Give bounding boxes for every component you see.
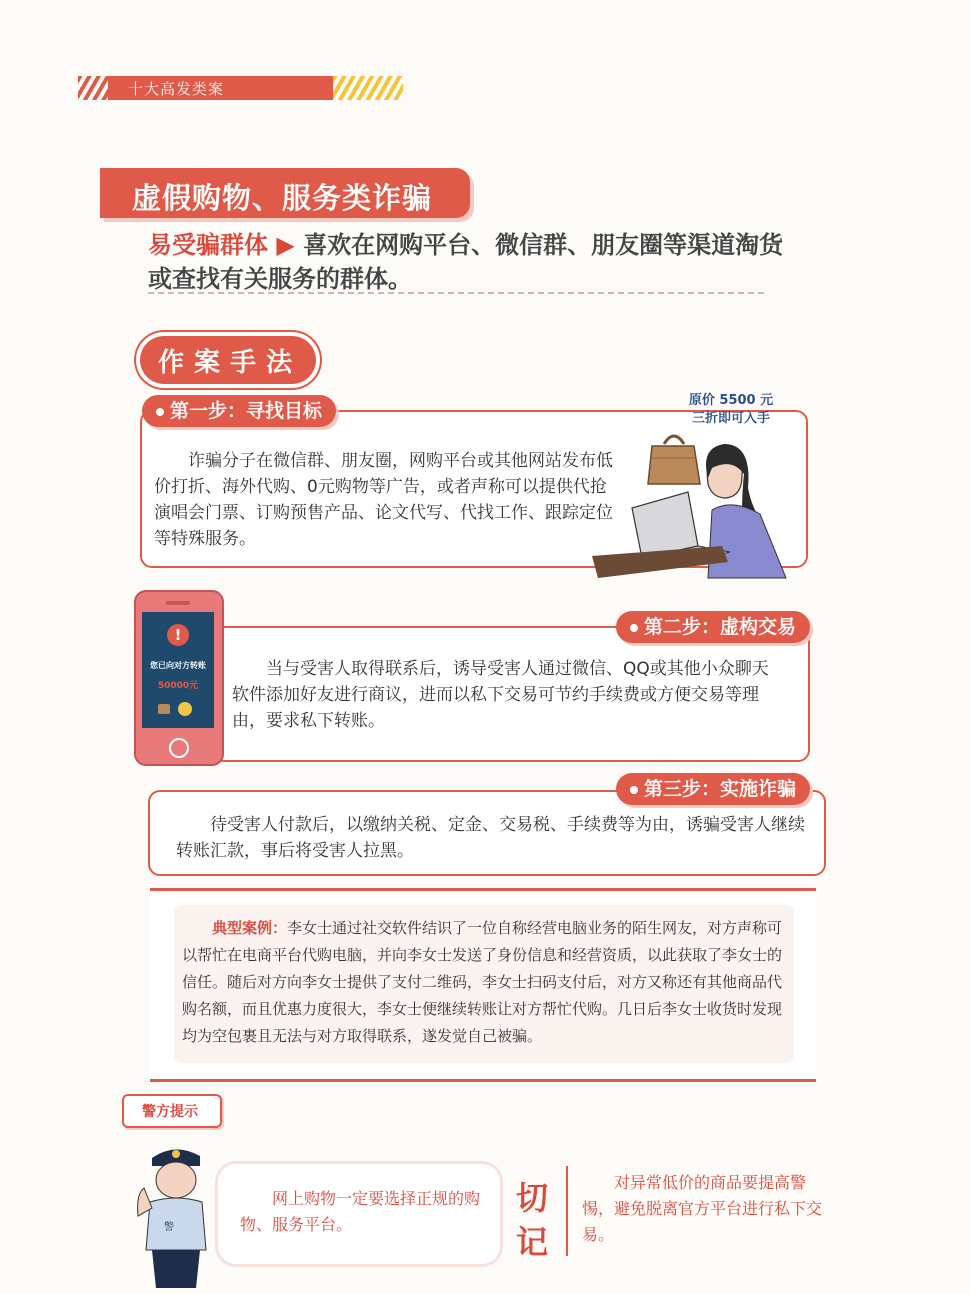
case-box	[150, 888, 816, 1082]
phone-illustration	[134, 590, 224, 766]
victims-text: 喜欢在网购平台、微信群、朋友圈等渠道淘货或查找有关服务的群体。	[148, 231, 784, 293]
vertical-divider	[566, 1166, 568, 1256]
police-officer-illustration	[130, 1138, 220, 1294]
step2-tag	[616, 611, 810, 643]
step3-tag	[616, 773, 810, 805]
dotted-divider	[148, 292, 764, 294]
method-heading	[140, 336, 316, 384]
handbag-icon	[648, 436, 700, 484]
case-body: 李女士通过社交软件结识了一位自称经营电脑业务的陌生网友，对方声称可以帮忙在电商平台代购电脑，并向李女士发送了身份信息和经营资质，以此获取了李女士的信任。随后对方向李女士提供了支付二维码，李女士扫码支付后，对方又称还有其他商品代购名额，而且优惠力度很大，李女士便继续转账让对方帮忙代购。几日后李女士收货时发现均为空包裹且无法与对方取得联系，遂发觉自己被骗。	[182, 919, 783, 1045]
phone-transfer-text: 您已向对方转账	[150, 661, 206, 670]
shopping-woman-illustration	[592, 428, 792, 588]
section-label: 十大高发类案	[128, 80, 225, 98]
remember-char-2: 记	[516, 1223, 549, 1261]
bag-icon	[158, 704, 170, 714]
cap-badge-icon	[172, 1150, 180, 1158]
step1-tag	[142, 395, 336, 427]
police-badge-text: 警	[164, 1222, 174, 1233]
desk-icon	[592, 546, 728, 578]
bullet-dot-icon	[630, 624, 638, 632]
price-discount: 三折即可入手	[691, 411, 770, 426]
alert-icon: !	[167, 624, 189, 646]
police-pants	[152, 1250, 200, 1288]
section-banner	[78, 74, 378, 102]
police-tip-label: 警方提示	[142, 1104, 198, 1120]
price-label	[676, 392, 786, 428]
police-tip-tag	[122, 1094, 222, 1128]
step1-text: 诈骗分子在微信群、朋友圈，网购平台或其他网站发布低价打折、海外代购、0元购物等广告，或者声称可以提供代抢演唱会门票、订购预售产品、论文代写、代找工作、跟踪定位等特殊服务。	[154, 451, 613, 549]
step2-tag-label: 第二步：虚构交易	[644, 616, 797, 638]
bullet-dot-icon	[630, 786, 638, 794]
case-inner	[174, 905, 794, 1063]
remember-char-1: 切	[516, 1179, 549, 1217]
case-label: 典型案例：	[212, 919, 288, 937]
phone-home-button	[169, 738, 189, 758]
case-text	[182, 915, 788, 1050]
phone-amount: 50000元	[157, 681, 199, 691]
step3-text: 待受害人付款后，以缴纳关税、定金、交易税、手续费等为由，诱骗受害人继续转账汇款，事后将受害人拉黑。	[176, 815, 805, 861]
phone-speaker	[166, 601, 190, 605]
price-original: 原价 5500 元	[688, 393, 774, 408]
tip2-text: 对异常低价的商品要提高警惕，避免脱离官方平台进行私下交易。	[582, 1173, 823, 1244]
banner-stripes	[78, 76, 108, 100]
method-title: 作案手法	[158, 348, 303, 378]
phone-screen	[142, 612, 214, 728]
victims-label: 易受骗群体	[148, 231, 268, 259]
police-shirt	[146, 1198, 206, 1250]
tip-text: 网上购物一定要选择正规的购物、服务平台。	[240, 1189, 481, 1234]
page-title-box	[100, 168, 470, 218]
step1-tag-label: 第一步：寻找目标	[170, 400, 323, 422]
arrow-icon: ▶	[276, 231, 295, 259]
tip-box	[218, 1164, 500, 1264]
step3-tag-label: 第三步：实施诈骗	[644, 778, 797, 800]
banner-tail-stripes	[333, 76, 403, 100]
victims-block	[148, 228, 788, 296]
step2-text: 当与受害人取得联系后，诱导受害人通过微信、QQ或其他小众聊天软件添加好友进行商议，进而以私下交易可节约手续费或方便交易等理由，要求私下转账。	[232, 659, 769, 731]
bullet-dot-icon	[156, 408, 164, 416]
remember-mark	[516, 1176, 556, 1264]
worried-face-icon	[178, 702, 192, 716]
page-title: 虚假购物、服务类诈骗	[132, 181, 433, 215]
